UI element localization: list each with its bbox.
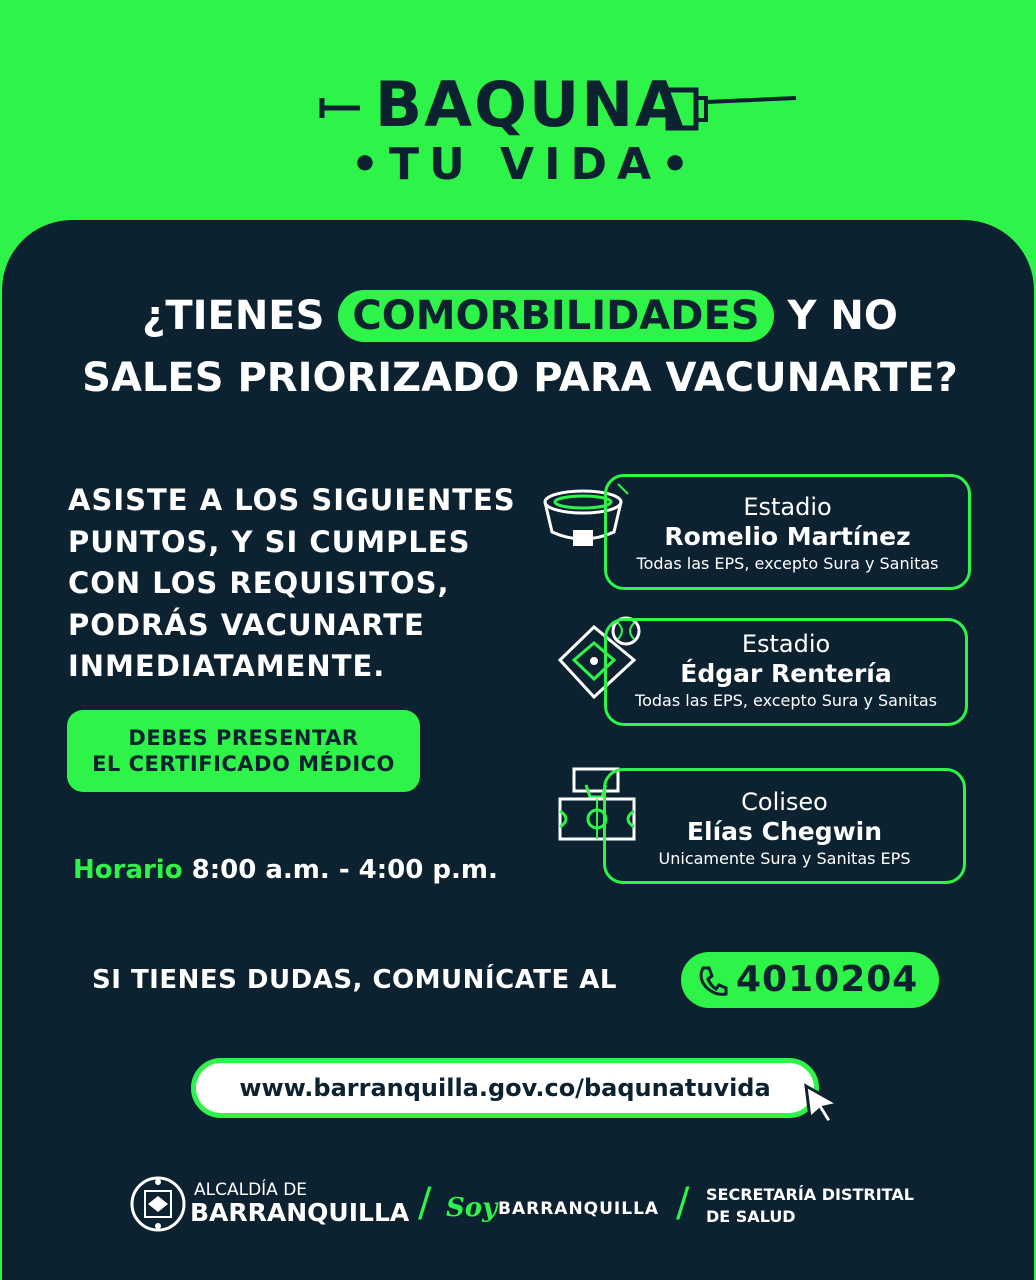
lead-line: PODRÁS VACUNARTE [68, 607, 425, 642]
headline-part2: Y NO [773, 293, 898, 339]
lead-line: INMEDIATAMENTE. [68, 649, 386, 683]
cursor-icon [802, 1082, 844, 1126]
venue-name: Romelio Martínez [664, 522, 911, 551]
baquna-logo [0, 40, 1036, 200]
headline-highlight: COMORBILIDADES [338, 290, 773, 342]
venue-type: Estadio [743, 493, 832, 521]
brand-title: BAQUNA [374, 68, 686, 141]
certificate-line2: EL CERTIFICADO MÉDICO [92, 752, 395, 776]
venue-name: Édgar Rentería [680, 659, 892, 688]
hours-value: 8:00 a.m. - 4:00 p.m. [191, 855, 498, 885]
venue-card-elias [603, 768, 966, 884]
certificate-badge [67, 710, 420, 792]
headline-line2: SALES PRIORIZADO PARA VACUNARTE? [82, 355, 958, 401]
lead-line: PUNTOS, Y SI CUMPLES [68, 524, 471, 559]
lead-line: ASISTE A LOS SIGUIENTES [68, 483, 516, 517]
brand-subtitle: •TU VIDA• [350, 139, 700, 190]
venue-type: Coliseo [741, 788, 828, 816]
contact-text: SI TIENES DUDAS, COMUNÍCATE AL [92, 965, 617, 995]
phone-number[interactable]: 4010204 [736, 959, 919, 1000]
secretaria-line1: SECRETARÍA DISTRITAL [706, 1185, 914, 1204]
lead-line: CON LOS REQUISITOS, [68, 566, 450, 600]
lead-text [68, 480, 538, 688]
divider-slash: / [418, 1180, 432, 1226]
venue-eps: Unicamente Sura y Sanitas EPS [658, 849, 911, 868]
barranquilla-seal-icon [128, 1174, 188, 1234]
website-link[interactable]: www.barranquilla.gov.co/baqunatuvida [191, 1058, 819, 1118]
alcaldia-big: BARRANQUILLA [190, 1198, 410, 1227]
secretaria-line2: DE SALUD [706, 1207, 796, 1226]
venue-eps: Todas las EPS, excepto Sura y Sanitas [636, 554, 939, 573]
footer [0, 1160, 1036, 1260]
hours [73, 850, 498, 890]
venue-card-edgar [604, 618, 968, 726]
headline-part1: ¿TIENES [142, 293, 339, 339]
headline [40, 285, 1000, 409]
phone-icon [695, 964, 729, 998]
divider-slash: / [676, 1180, 690, 1226]
certificate-line1: DEBES PRESENTAR [128, 726, 359, 750]
venue-type: Estadio [741, 630, 831, 658]
soy-city: BARRANQUILLA [498, 1199, 660, 1219]
venue-card-romelio [604, 474, 971, 590]
soy-label: Soy [446, 1193, 498, 1223]
secretaria [706, 1184, 914, 1228]
hours-label: Horario [73, 855, 183, 885]
venue-name: Elías Chegwin [686, 817, 883, 846]
alcaldia-small: ALCALDÍA DE [194, 1180, 308, 1200]
venue-eps: Todas las EPS, excepto Sura y Sanitas [635, 691, 937, 710]
